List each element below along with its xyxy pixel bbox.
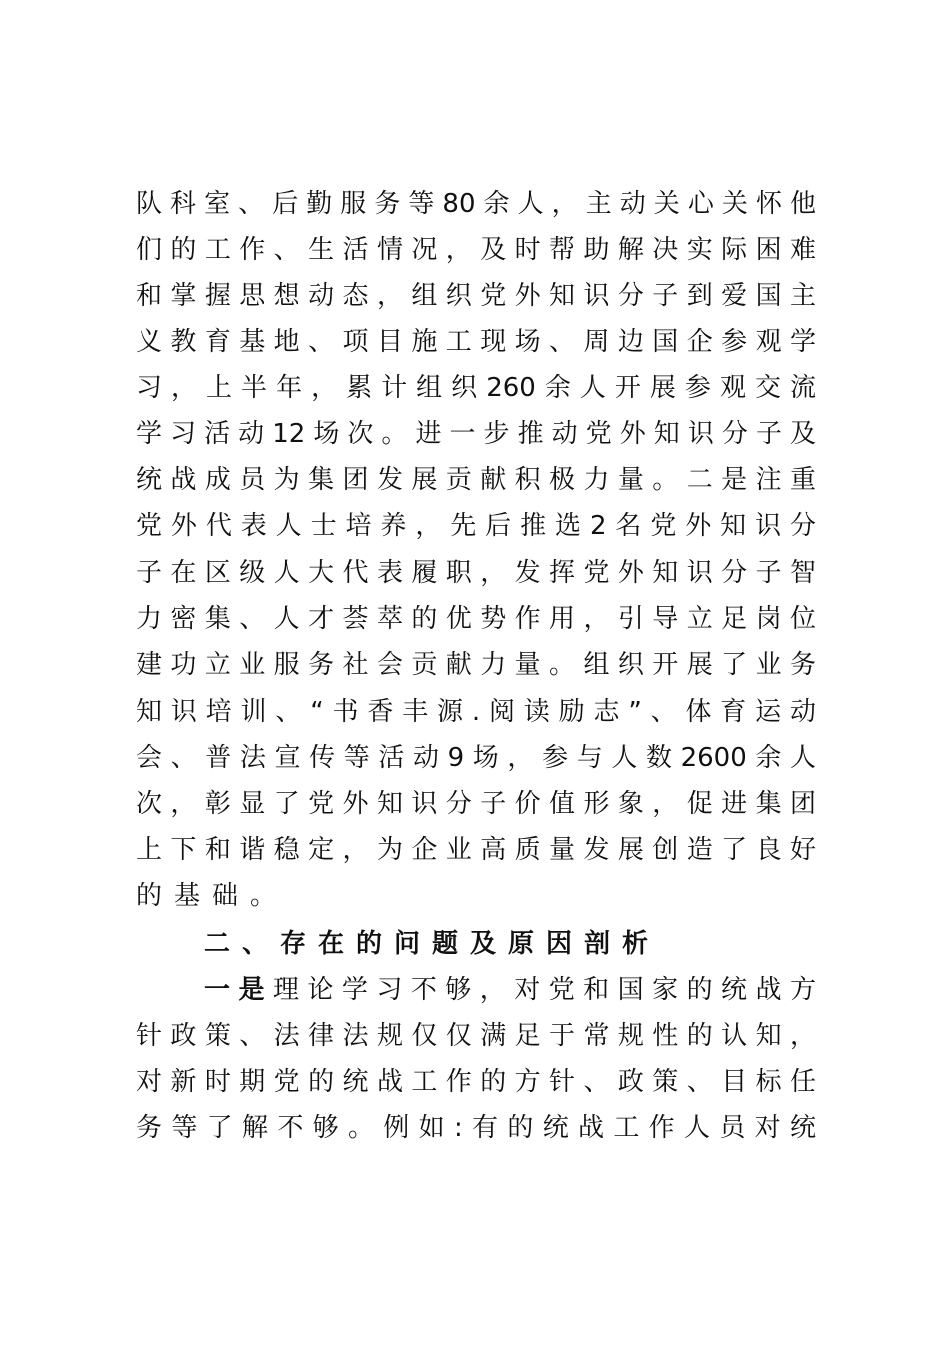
- body-text-line: 学习活动12场次。进一步推动党外知识分子及: [136, 419, 816, 449]
- body-text-line: 子在区级人大代表履职，发挥党外知识分子智: [136, 558, 816, 588]
- body-text-line: 针政策、法律法规仅仅满足于常规性的认知，: [136, 1021, 816, 1051]
- body-text-line: 党外代表人士培养，先后推选2名党外知识分: [136, 511, 816, 541]
- body-text-line: 会、普法宣传等活动9场，参与人数2600余人: [136, 743, 816, 773]
- body-text-line: 义教育基地、项目施工现场、周边国企参观学: [136, 327, 816, 357]
- section-heading: 二、存在的问题及原因剖析: [204, 929, 661, 959]
- body-text-line: 务等了解不够。例如:有的统战工作人员对统: [136, 1113, 816, 1143]
- body-text-line: 的基础。: [136, 881, 289, 911]
- paragraph-lead: 一是: [204, 975, 273, 1005]
- body-text-line: 们的工作、生活情况，及时帮助解决实际困难: [136, 235, 816, 265]
- paragraph-first-line: [204, 970, 816, 1010]
- paragraph-first-line-text: 理论学习不够，对党和国家的统战方: [272, 975, 816, 1005]
- body-text-line: 力密集、人才荟萃的优势作用，引导立足岗位: [136, 604, 816, 634]
- body-text-line: 上下和谐稳定，为企业高质量发展创造了良好: [136, 835, 816, 865]
- body-text-line: 次，彰显了党外知识分子价值形象，促进集团: [136, 789, 816, 819]
- body-text-line: 对新时期党的统战工作的方针、政策、目标任: [136, 1067, 816, 1097]
- body-text-line: 建功立业服务社会贡献力量。组织开展了业务: [136, 650, 816, 680]
- body-text-line: 知识培训、“书香丰源.阅读励志”、体育运动: [136, 697, 816, 727]
- body-text-line: 习，上半年，累计组织260余人开展参观交流: [136, 373, 816, 403]
- body-text-line: 队科室、后勤服务等80余人，主动关心关怀他: [136, 189, 816, 219]
- body-text-line: 和掌握思想动态，组织党外知识分子到爱国主: [136, 281, 816, 311]
- body-text-line: 统战成员为集团发展贡献积极力量。二是注重: [136, 465, 816, 495]
